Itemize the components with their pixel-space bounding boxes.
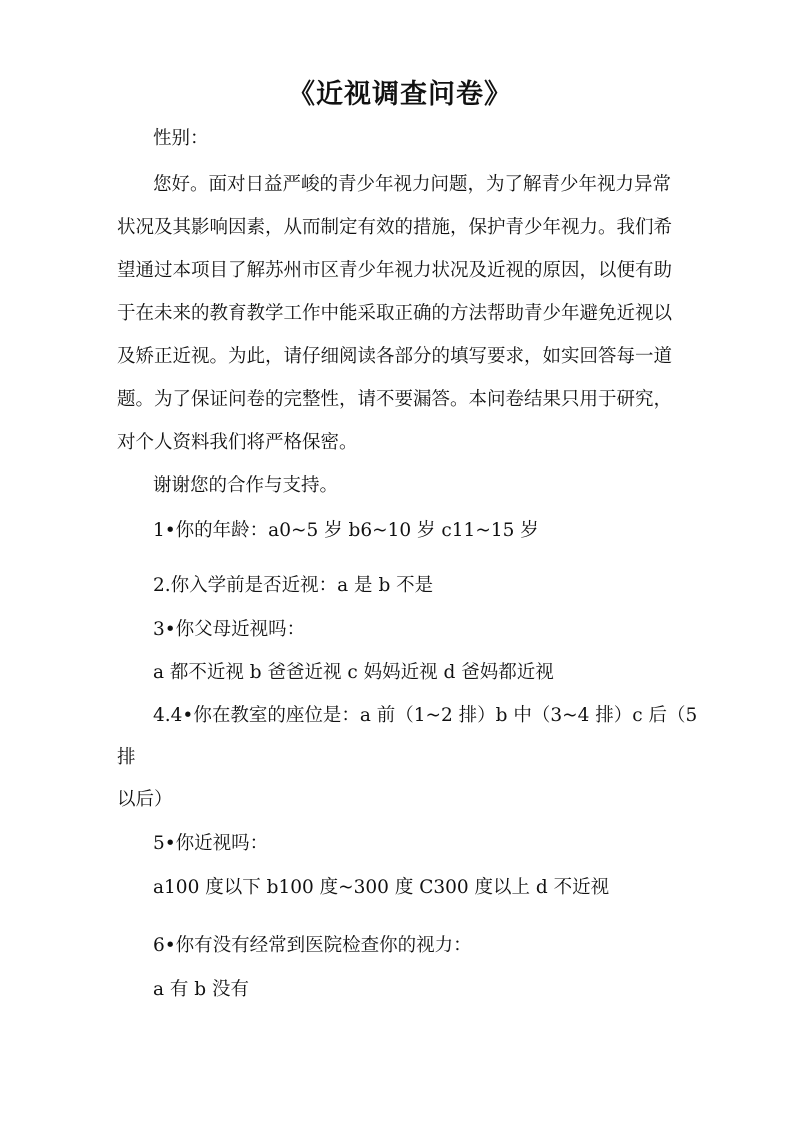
gender-label: 性别： (153, 128, 209, 149)
intro-line-3: 望通过本项目了解苏州市区青少年视力状况及近视的原因，以便有助 (117, 260, 673, 281)
question-4-line-3: 以后） (117, 789, 173, 810)
question-5-options: a100 度以下 b100 度~300 度 C300 度以上 d 不近视 (153, 877, 610, 898)
question-3-options: a 都不近视 b 爸爸近视 c 妈妈近视 d 爸妈都近视 (153, 662, 554, 683)
question-3-stem: 3•你父母近视吗： (153, 619, 306, 640)
intro-line-4: 于在未来的教育教学工作中能采取正确的方法帮助青少年避免近视以 (117, 303, 673, 324)
intro-line-5: 及矫正近视。为此，请仔细阅读各部分的填写要求，如实回答每一道 (117, 346, 673, 367)
question-6-stem: 6•你有没有经常到医院检查你的视力： (153, 935, 472, 956)
question-1: 1•你的年龄：a0~5 岁 b6~10 岁 c11~15 岁 (153, 520, 539, 541)
question-4-line-1: 4.4•你在教室的座位是：a 前（1~2 排）b 中（3~4 排）c 后（5 (153, 705, 698, 726)
question-5-stem: 5•你近视吗： (153, 833, 269, 854)
intro-line-2: 状况及其影响因素，从而制定有效的措施，保护青少年视力。我们希 (117, 217, 673, 238)
question-4-line-2: 排 (117, 747, 136, 768)
intro-line-6: 题。为了保证问卷的完整性，请不要漏答。本问卷结果只用于研究， (117, 389, 673, 410)
intro-line-7: 对个人资料我们将严格保密。 (117, 432, 358, 453)
document-title: 《近视调查问卷》 (288, 79, 512, 110)
thanks-text: 谢谢您的合作与支持。 (153, 475, 339, 496)
intro-line-1: 您好。面对日益严峻的青少年视力问题，为了解青少年视力异常 (153, 174, 672, 195)
question-2: 2.你入学前是否近视：a 是 b 不是 (153, 575, 434, 596)
question-6-options: a 有 b 没有 (153, 979, 250, 1000)
